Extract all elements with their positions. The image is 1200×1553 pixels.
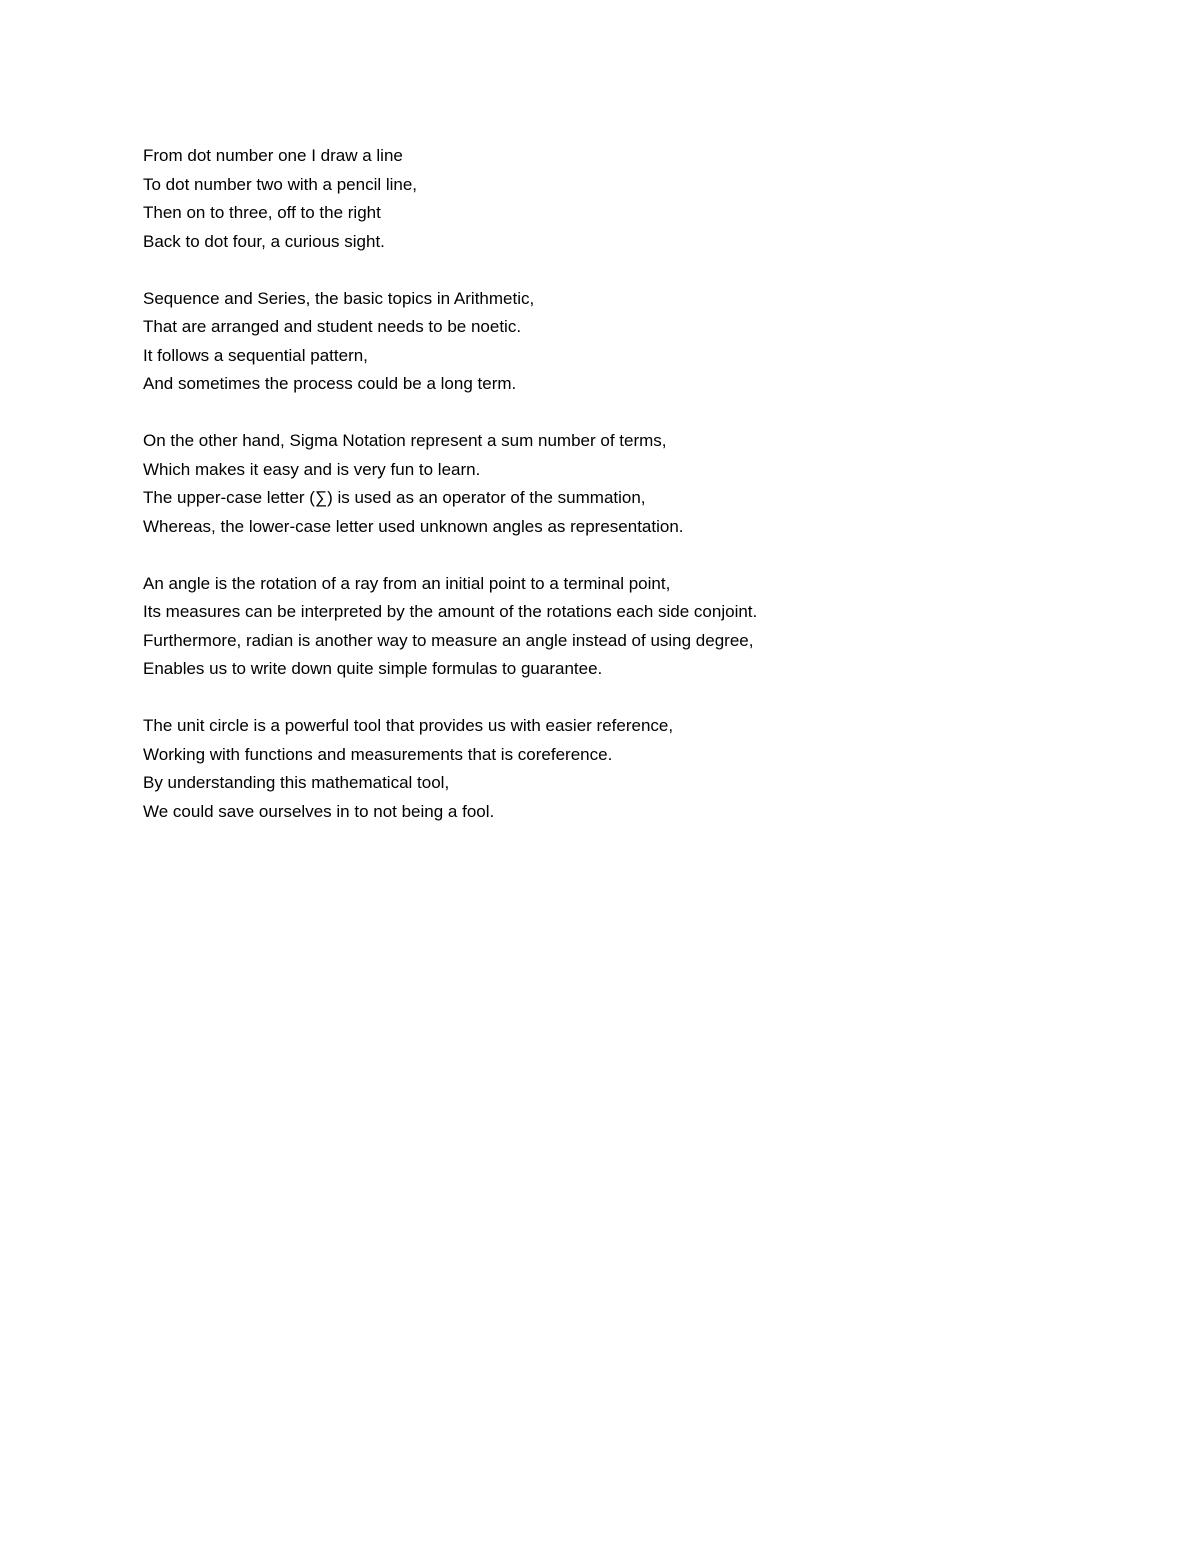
poem-line: From dot number one I draw a line	[143, 146, 403, 165]
stanza-3	[143, 427, 1143, 541]
poem-line: We could save ourselves in to not being a fool.	[143, 801, 495, 821]
poem-line: Working with functions and measurements that is coreference.	[143, 744, 613, 764]
poem-line: It follows a sequential pattern,	[143, 345, 368, 365]
stanza-2	[143, 285, 1143, 399]
poem-line: Furthermore, radian is another way to measure an angle instead of using degree,	[143, 630, 754, 650]
poem-line: On the other hand, Sigma Notation represent a sum number of terms,	[143, 431, 667, 450]
poem-line: Whereas, the lower-case letter used unknown angles as representation.	[143, 516, 684, 536]
poem-line: To dot number two with a pencil line,	[143, 174, 418, 194]
poem-line: Sequence and Series, the basic topics in Arithmetic,	[143, 288, 535, 308]
poem-line: Enables us to write down quite simple formulas to guarantee.	[143, 659, 603, 678]
stanza-5	[143, 712, 1143, 826]
poem-line: Which makes it easy and is very fun to learn.	[143, 459, 481, 479]
poem-body	[143, 142, 1143, 855]
poem-line: Back to dot four, a curious sight.	[143, 231, 385, 251]
stanza-4	[143, 570, 1143, 684]
poem-line: Its measures can be interpreted by the amount of the rotations each side conjoint.	[143, 602, 758, 621]
stanza-1	[143, 142, 1143, 256]
poem-line: That are arranged and student needs to be noetic.	[143, 317, 522, 336]
poem-line: By understanding this mathematical tool,	[143, 773, 450, 792]
poem-line: And sometimes the process could be a long term.	[143, 374, 517, 393]
poem-line: The unit circle is a powerful tool that provides us with easier reference,	[143, 716, 674, 735]
poem-line: Then on to three, off to the right	[143, 203, 381, 222]
poem-line: The upper-case letter (∑) is used as an operator of the summation,	[143, 488, 646, 507]
poem-line: An angle is the rotation of a ray from an initial point to a terminal point,	[143, 573, 671, 593]
